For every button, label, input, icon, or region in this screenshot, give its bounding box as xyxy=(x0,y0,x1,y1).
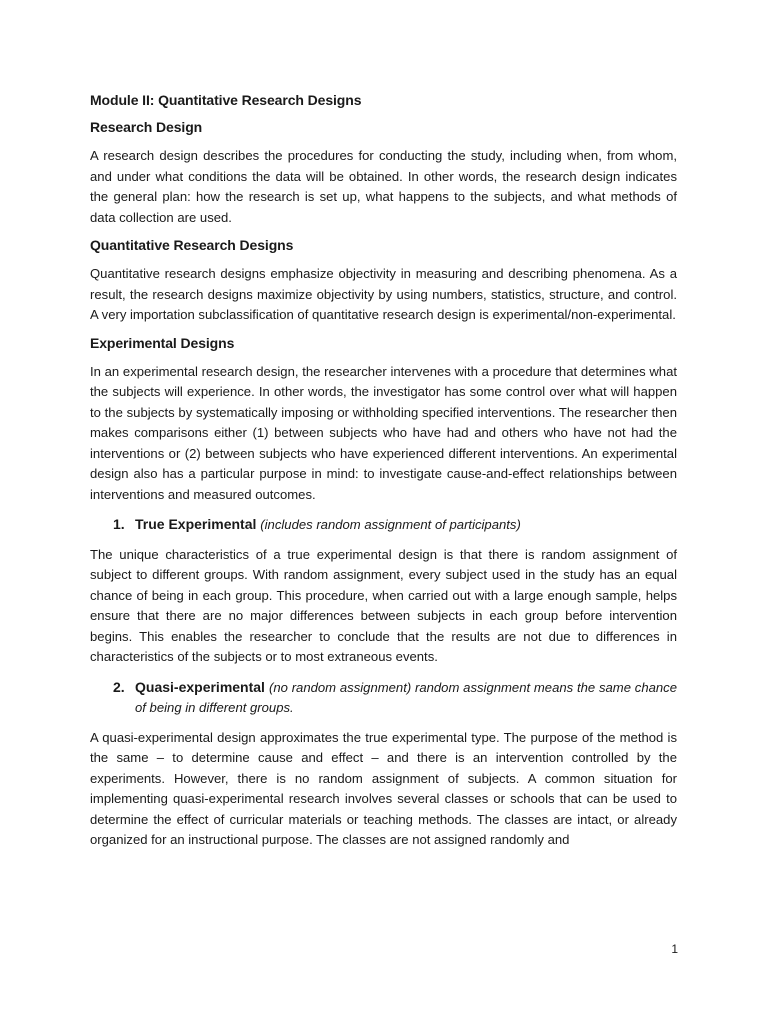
section-heading-research-design: Research Design xyxy=(90,119,203,135)
section-paragraph-research-design: A research design describes the procedures for conducting the study, including when, from whom, and under what conditions the data will be obtained. In other words, the research design indicates the general plan: how the research is set up, what happens to the subjects, and what methods of data collection are used. xyxy=(90,148,677,225)
item-heading xyxy=(135,677,677,719)
item-number: 1. xyxy=(113,516,125,532)
document-page xyxy=(90,92,677,860)
item-paragraph-true-experimental: The unique characteristics of a true experimental design is that there is random assignment of subject to different groups. With random assignment, every subject used in the study has an equal chance of being in each group. This procedure, when carried out with a large enough sample, helps ensure that there are no major differences between subjects in each group before intervention begins. This enables the researcher to conclude that the results are not due to differences in characteristics of the subjects or to most extraneous events. xyxy=(90,546,677,664)
item-note: (includes random assignment of participants) xyxy=(260,517,521,532)
item-number: 2. xyxy=(113,678,125,695)
section-paragraph-quantitative-designs: Quantitative research designs emphasize objectivity in measuring and describing phenomena. As a result, the research designs maximize objectivity by using numbers, statistics, structure, and control. A very importation subclassification of quantitative research design is experimental/non-experimental. xyxy=(90,266,677,322)
numbered-item-true-experimental xyxy=(90,514,677,536)
module-title: Module II: Quantitative Research Designs xyxy=(90,92,362,108)
item-paragraph-quasi-experimental: A quasi-experimental design approximates the true experimental type. The purpose of the method is the same – to determine cause and effect – and there is an intervention controlled by the experiments. However, there is no random assignment of subjects. A common situation for implementing quasi-experimental research involves several classes or schools that can be used to determine the effect of curricular materials or teaching methods. The classes are intact, or already organized for an instructional purpose. The classes are not assigned randomly and xyxy=(90,729,677,847)
numbered-item-quasi-experimental xyxy=(90,677,677,719)
section-heading-quantitative-designs: Quantitative Research Designs xyxy=(90,237,294,253)
item-heading xyxy=(135,514,677,536)
item-note: (no random assignment) random assignment means the same chance of being in different groups. xyxy=(135,679,678,715)
section-heading-experimental-designs: Experimental Designs xyxy=(90,334,235,351)
item-term: True Experimental xyxy=(135,516,261,532)
section-paragraph-experimental-designs: In an experimental research design, the researcher intervenes with a procedure that determines what the subjects will experience. In other words, the investigator has some control over what will happen to the subjects by systematically imposing or withholding specified interventions. The researcher then makes comparisons either (1) between subjects who have had and others who have not had the interventions or (2) between subjects who have experienced different interventions. An experimental design also has a particular purpose in mind: to investigate cause-and-effect relationships between interventions and measured outcomes. xyxy=(90,363,677,502)
item-term: Quasi-experimental xyxy=(135,678,269,695)
page-number: 1 xyxy=(671,942,678,956)
